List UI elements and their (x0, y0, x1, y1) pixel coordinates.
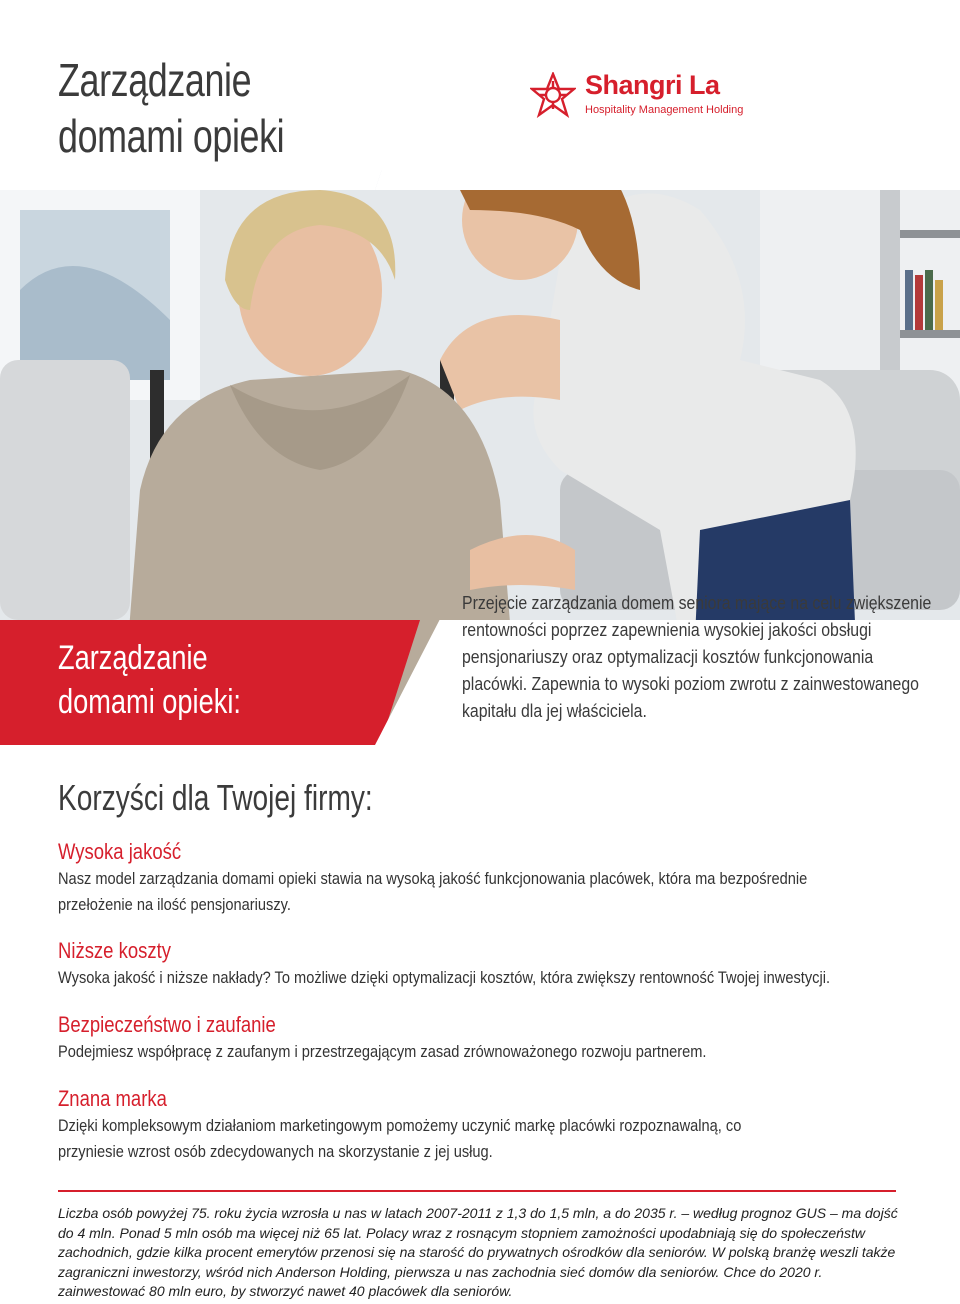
page-title-line2: domami opieki (58, 110, 285, 162)
logo-name: Shangri La (585, 70, 720, 100)
benefits-title: Korzyści dla Twojej firmy: (58, 777, 373, 818)
benefit-text: Wysoka jakość i niższe nakłady? To możliwe dzięki optymalizacji kosztów, która zwiększy rentowność Twojej inwestycji. (58, 968, 831, 987)
page-title-line1: Zarządzanie (58, 54, 252, 106)
band-title-line1: Zarządzanie (58, 639, 208, 677)
footnote-text: Liczba osób powyżej 75. roku życia wzrosła u nas w latach 2007-2011 z 1,3 do 1,5 mln, a do 2035 r. – według prognoz GUS – ma dojść do 4 mln. Ponad 5 mln osób ma więcej niż 65 lat. Polacy wraz z rosnącym stopniem zamożności upodabniają się do społeczeństw zachodnich, gdzie kilka procent emerytów przenosi się na starość do prywatnych ośrodków dla seniorów. W polską branżę weszli także zagraniczni inwestorzy, wśród nich Anderson Holding, pierwsza u nas zachodnia sieć domów dla seniorów. Chce do 2020 r. zainwestować 80 mln euro, by stworzyć nawet 40 placówek dla seniorów. (58, 1205, 898, 1299)
benefit-trust (58, 1011, 958, 1065)
benefit-quality (58, 838, 958, 918)
logo-subtitle: Hospitality Management Holding (585, 104, 744, 116)
benefit-heading: Wysoka jakość (58, 839, 182, 864)
benefit-text: Nasz model zarządzania domami opieki stawia na wysoką jakość funkcjonowania placówek, która ma bezpośrednie przełożenie na ilość pensjonariuszy. (58, 869, 808, 914)
benefit-heading: Bezpieczeństwo i zaufanie (58, 1012, 276, 1037)
intro-text: Przejęcie zarządzania domem seniora mające na celu zwiększenie rentowności poprzez zapewnienia wysokiej jakości obsługi pensjonariuszy oraz optymalizacji kosztów funkcjonowania placówki. Zapewnia to wysoki poziom zwrotu z zainwestowanego kapitału dla jej właściciela. (462, 593, 932, 721)
page-title (58, 52, 284, 164)
benefit-brand (58, 1085, 958, 1165)
benefit-costs (58, 937, 958, 991)
benefit-text: Dzięki kompleksowym działaniom marketingowym pomożemy uczynić markę placówki rozpoznawalną, co przyniesie wzrost osób zdecydowanych na skorzystanie z jej usług. (58, 1116, 742, 1161)
benefit-text: Podejmiesz współpracę z zaufanym i przestrzegającym zasad zrównoważonego rozwoju partnerem. (58, 1042, 707, 1061)
footnote-divider (58, 1190, 896, 1192)
benefit-heading: Niższe koszty (58, 938, 171, 963)
shangri-la-logo (530, 66, 780, 126)
intro-box (462, 590, 960, 725)
benefit-heading: Znana marka (58, 1086, 167, 1111)
band-title-line2: domami opieki: (58, 683, 241, 721)
star-flower-icon (530, 72, 576, 118)
band-title (58, 636, 241, 724)
